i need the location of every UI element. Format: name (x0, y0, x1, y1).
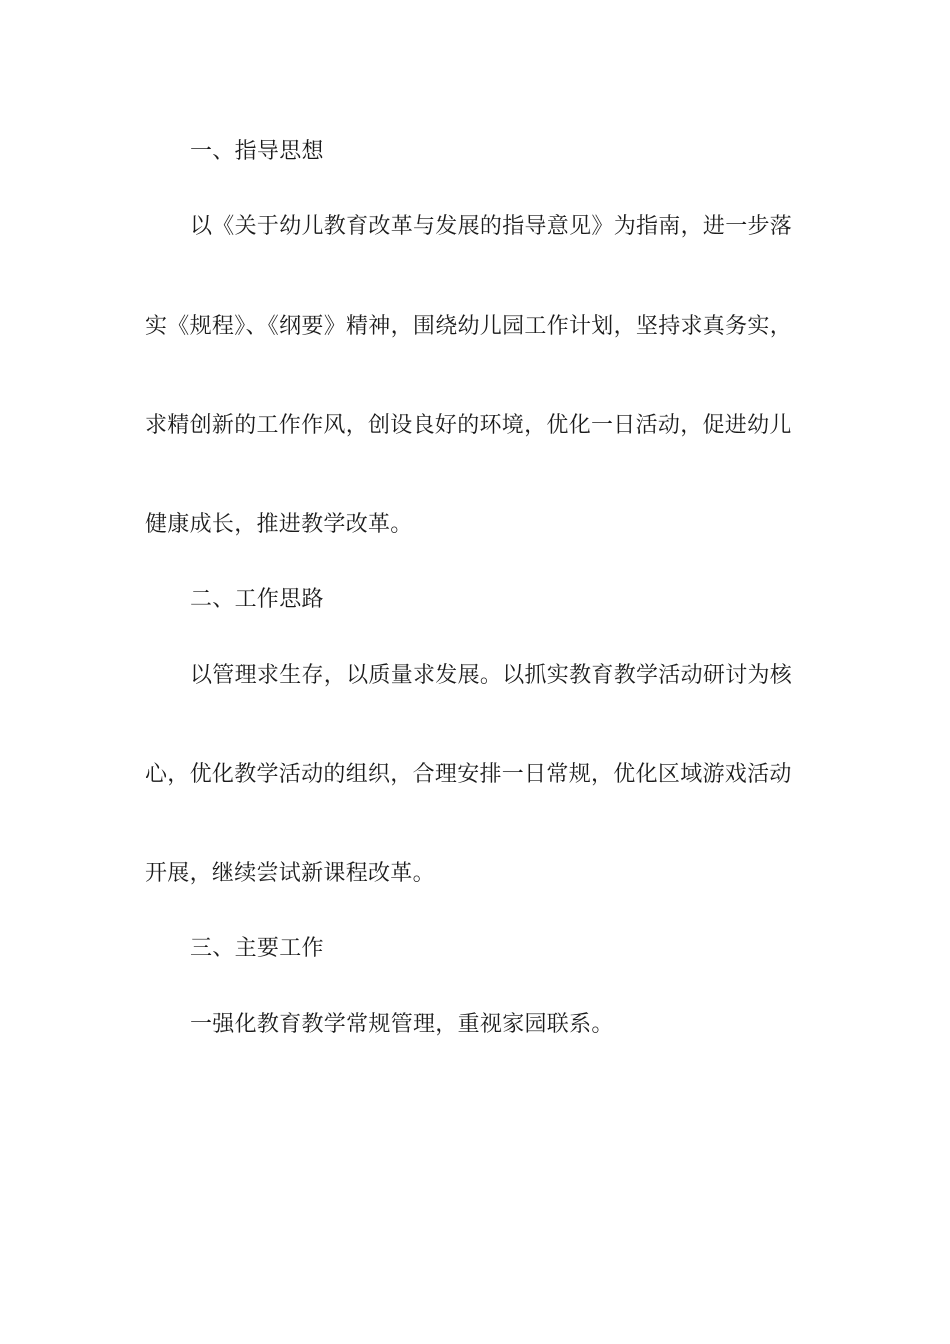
paragraph-line: 以管理求生存，以质量求发展。以抓实教育教学活动研讨为核 (190, 663, 793, 688)
paragraph-line: 心，优化教学活动的组织，合理安排一日常规，优化区域游戏活动 (145, 762, 792, 787)
paragraph-line: 以《关于幼儿教育改革与发展的指导意见》为指南，进一步落 (190, 214, 793, 239)
paragraph-line: 求精创新的工作作风，创设良好的环境，优化一日活动，促进幼儿 (145, 413, 792, 438)
paragraph-line: 实《规程》、《纲要》精神，围绕幼儿园工作计划，坚持求真务实， (145, 314, 793, 339)
paragraph-line: 一强化教育教学常规管理，重视家园联系。 (190, 1012, 614, 1037)
paragraph-line: 开展，继续尝试新课程改革。 (145, 861, 435, 886)
section-heading-guiding-ideology: 一、指导思想 (190, 139, 324, 164)
section-heading-work-approach: 二、工作思路 (190, 587, 324, 612)
section-heading-main-work: 三、主要工作 (190, 936, 324, 961)
paragraph-line: 健康成长，推进教学改革。 (145, 512, 413, 537)
